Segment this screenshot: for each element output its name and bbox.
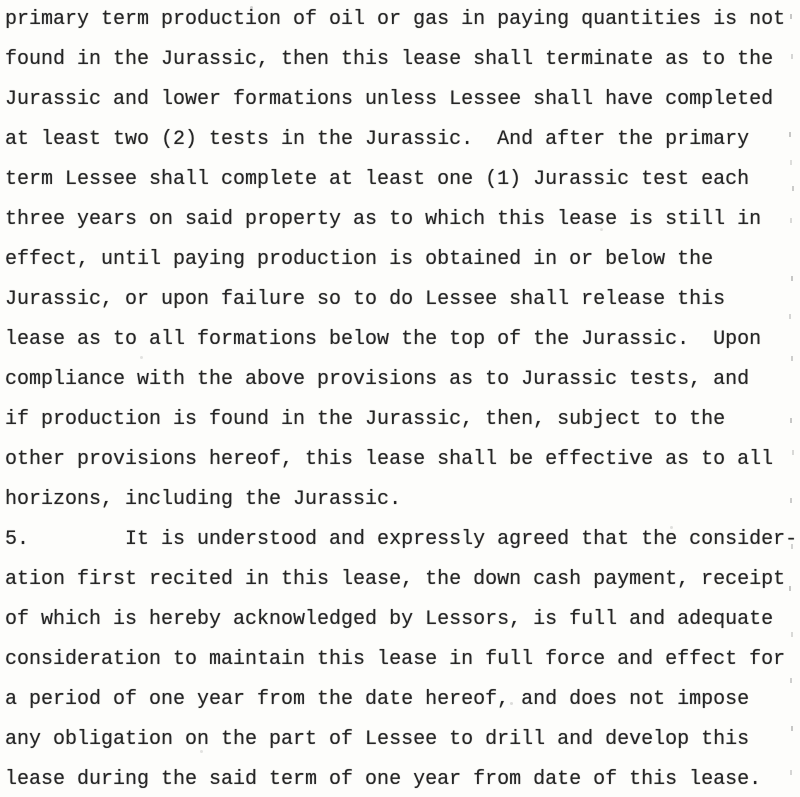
text-line: consideration to maintain this lease in full force and effect for xyxy=(5,648,786,671)
text-line: a period of one year from the date hereof, and does not impose xyxy=(5,688,750,711)
text-line: horizons, including the Jurassic. xyxy=(5,488,402,511)
text-line paragraph-5-start: 5. It is understood and expressly agreed that the consider- xyxy=(5,528,798,551)
text-line: three years on said property as to which this lease is still in xyxy=(5,208,762,231)
text-line: term Lessee shall complete at least one (1) Jurassic test each xyxy=(5,168,750,191)
scan-noise-right-edge xyxy=(790,14,792,19)
text-line: other provisions hereof, this lease shall be effective as to all xyxy=(5,448,774,471)
text-line: if production is found in the Jurassic, then, subject to the xyxy=(5,408,726,431)
typewritten-text-block xyxy=(5,0,800,797)
text-line: lease during the said term of one year from date of this lease. xyxy=(5,768,762,791)
text-line: any obligation on the part of Lessee to drill and develop this xyxy=(5,728,750,751)
text-line: compliance with the above provisions as to Jurassic tests, and xyxy=(5,368,750,391)
scan-dust-specks xyxy=(250,6,253,9)
text-line: of which is hereby acknowledged by Lessors, is full and adequate xyxy=(5,608,774,631)
text-line: primary term production of oil or gas in paying quantities is not xyxy=(5,8,786,31)
text-line: effect, until paying production is obtained in or below the xyxy=(5,248,714,271)
text-line: Jurassic and lower formations unless Lessee shall have completed xyxy=(5,88,774,111)
text-line: Jurassic, or upon failure so to do Lessee shall release this xyxy=(5,288,726,311)
text-line: at least two (2) tests in the Jurassic. And after the primary xyxy=(5,128,750,151)
text-line: lease as to all formations below the top of the Jurassic. Upon xyxy=(5,328,762,351)
text-line: found in the Jurassic, then this lease shall terminate as to the xyxy=(5,48,774,71)
text-line: ation first recited in this lease, the down cash payment, receipt xyxy=(5,568,786,591)
